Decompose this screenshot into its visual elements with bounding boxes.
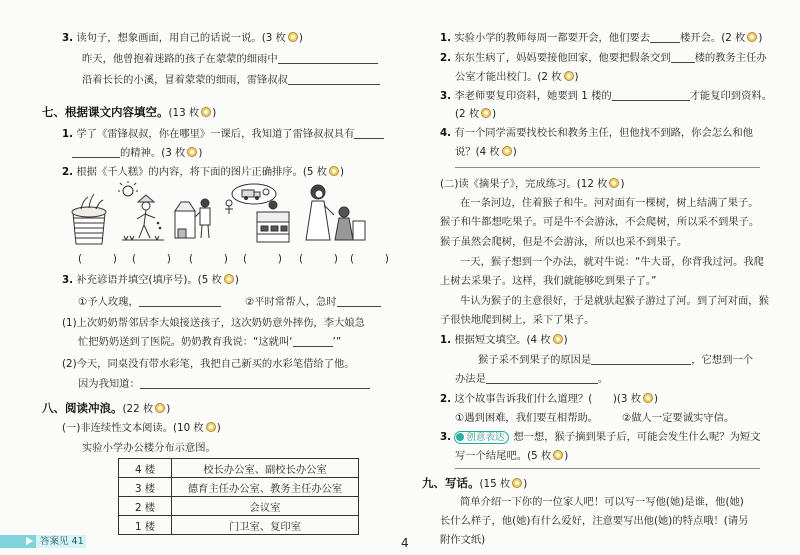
coin-icon [187,147,197,157]
section-title: 七、根据课文内容填空。 [42,105,169,119]
answer-slot: ( ) [299,253,338,265]
section-7-question-1-cont [72,146,202,160]
page-number: 4 [401,536,409,550]
office-floor-table [118,458,359,535]
question-text: 说？ [455,146,476,158]
mother-daughter-illustration [306,185,365,240]
table-row [119,478,359,497]
passage-line: 在一条河边，住着猴子和牛。河对面有一棵树，树上结满了果子。 [460,197,759,209]
caption-text: 实验小学办公楼分布示意图。 [82,442,216,454]
item-text: 因为我知道： [78,378,140,390]
cake-shop-illustration [257,201,289,242]
writing-prompt-line: 简单介绍一下你的一位家人吧！可以写一写他(她)是谁，他(她) [460,496,744,508]
passage-question-3-cont [455,449,568,463]
sentence-text: 沿着长长的小溪，冒着蒙蒙的细雨，雷锋叔叔 [82,74,288,86]
answer-blank [72,146,120,158]
floor-cell: 3 楼 [119,478,172,497]
floor-plan-caption [82,441,216,455]
passage-question-1-line-1 [478,353,753,367]
thousand-people-cake-illustrations [62,181,372,247]
answer-blank [293,335,333,347]
question-number: 4. [440,127,452,139]
farmer-illustration [118,181,164,240]
question-text: 这个故事告诉我们什么道理？ [454,393,589,405]
question-text: 楼的教务主任办 [694,52,767,64]
question-number: 1. [440,32,452,44]
score: (5 枚 [302,166,328,178]
score: (12 枚 [576,178,608,190]
question-number: 3. [62,32,74,44]
answer-blank [650,31,680,43]
score-close: ) [492,108,497,120]
item-text: (1)上次奶奶帮邻居李大娘接送孩子，这次奶奶意外摔伤，李大娘急 [62,317,365,329]
passage-line: 上树去采果子。这样，我们就能够吃到果子了。” [440,275,657,287]
floor-question-2 [440,51,767,65]
option-2: ②做人一定要诚实守信。 [622,412,735,424]
answer-reference-tab [0,535,86,548]
creative-expression-badge [454,431,509,444]
table-row [119,516,359,535]
question-number: 3. [440,431,452,443]
question-text: 写一个结尾吧。 [455,450,528,462]
score: (2 枚 [721,32,746,44]
passage-question-2 [440,392,658,406]
answer-slot: ( ) [78,253,117,265]
question-text: 东东生病了，妈妈要接他回家，他要把假条交到 [454,52,671,64]
floor-question-2-cont [455,70,579,84]
coin-icon [224,274,234,284]
answer-slot: ( ) [189,253,228,265]
rice-basket-illustration [72,194,106,244]
score-close: ) [758,32,763,44]
item-text-end: ’” [332,336,342,348]
question-number: 2. [440,393,452,405]
passage-line: 猴子虽然会爬树，但是不会游泳，所以也采不到果子。 [440,236,688,248]
answer-line [455,468,760,469]
part-title: (二)读《摘果子》，完成练习。 [440,178,577,190]
section-7-heading [42,105,216,120]
proverb-item-2-line-1 [62,357,355,371]
coin-icon [747,32,757,42]
score-close: ) [512,146,517,158]
arrow-right-icon [26,537,33,545]
question-text: ，它想到一个 [691,354,754,366]
score-close: ) [340,166,345,178]
floor-question-3-score [455,107,496,121]
badge-label: 创意表达 [466,432,505,443]
score: (13 枚 [168,107,200,119]
score-close: ) [216,422,221,434]
table-row [119,459,359,478]
question-text: 实验小学的教师每周一都要开会，他们要去 [454,32,650,44]
rooms-cell: 德育主任办公室、教务主任办公室 [172,478,359,497]
answer-blank [671,51,695,63]
answer-blank [486,372,598,384]
question-text: 读句子，想象画面，用自己的话说一说。 [76,32,262,44]
floor-question-1 [440,31,762,45]
sentence-line-2 [82,73,380,87]
score: (22 枚 [122,403,154,415]
question-number: 1. [62,128,74,140]
proverb-item-2-line-2 [78,377,370,391]
answer-blank [139,295,221,307]
score: (3 枚 [616,393,641,405]
floor-question-3 [440,89,772,103]
score-close: ) [166,403,171,415]
floor-cell: 4 楼 [119,459,172,478]
answer-blank [612,89,690,101]
floor-cell: 2 楼 [119,497,172,516]
score-close: ) [620,178,625,190]
passage-line: 猴子和牛都想吃果子。可是牛不会游泳，不会爬树，所以采不到果子。 [440,216,760,228]
score-close: ) [564,450,569,462]
rooms-cell: 会议室 [172,497,359,516]
section-title: 八、阅读冲浪。 [42,401,123,415]
coin-icon [481,108,491,118]
answer-blank [278,52,378,64]
coin-icon [564,71,574,81]
rooms-cell: 门卫室、复印室 [172,516,359,535]
passage-question-1 [440,333,568,347]
passage-line: 牛认为猴子的主意很好，于是就驮起猴子游过了河。到了河对面，猴 [460,295,769,307]
question-text: 李老师要复印资料，她要到 1 楼的 [454,90,612,102]
proverb-1 [78,295,221,309]
coin-icon [201,107,211,117]
question-text: 学了《雷锋叔叔，你在哪里》一课后，我知道了雷锋叔叔具有 [76,128,355,140]
item-text: (2)今天，同桌没有带水彩笔，我把自己新买的水彩笔借给了他。 [62,358,355,370]
question-text: 根据《千人糕》的内容，将下面的图片正确排序。 [76,166,303,178]
section-8-heading [42,401,170,416]
score: (4 枚 [526,334,551,346]
proverb-item-1-line-1 [62,316,365,330]
score: (10 枚 [173,422,204,434]
coin-icon [329,166,339,176]
answer-blank [140,377,370,389]
section-7-question-3 [62,273,239,287]
writing-prompt-line: 长什么样子，他(她)有什么爱好，注意要写出他(她)的特点哦！(请另 [440,515,749,527]
question-text: 想一想，猴子摘到果子后，可能会发生什么呢？为短文 [513,431,761,443]
coin-icon [512,478,522,488]
score-close: ) [234,274,239,286]
score: (15 枚 [479,478,511,490]
score: (3 枚 [261,32,286,44]
score-close: ) [212,107,217,119]
score: (5 枚 [197,274,222,286]
question-number: 1. [440,334,452,346]
question-text: 公室才能出校门。 [455,71,538,83]
score-close: ) [574,71,579,83]
reading-question-3 [62,31,303,45]
coin-icon [288,32,298,42]
answer-blank [354,127,384,139]
coin-icon [643,393,653,403]
part-1-heading [62,421,221,435]
question-text: 办法是 [455,373,486,385]
answer-slot: ( ) [132,253,171,265]
score-close: ) [298,32,303,44]
question-text: 根据短文填空。 [454,334,527,346]
question-text: 。 [597,373,609,385]
question-text: 楼开会。 [680,32,722,44]
proverb-text: ②平时常帮人，急时 [245,296,337,308]
part-title: (一)非连续性文本阅读。 [62,422,174,434]
passage-question-3 [440,430,761,444]
question-text: 才能复印到资料。 [689,90,772,102]
floor-cell: 1 楼 [119,516,172,535]
score: (2 枚 [455,108,480,120]
score: (3 枚 [161,147,186,159]
question-text: 有一个同学需要找校长和教务主任，但他找不到路，你会怎么和他 [454,127,753,139]
part-2-heading [440,177,624,191]
answer-slot: ( ) [588,393,617,405]
proverb-text: ①予人玫瑰， [78,296,139,308]
delivery-illustration [225,184,276,214]
proverb-2 [245,295,381,309]
score: (5 枚 [527,450,552,462]
answer-blank [288,73,380,85]
proverb-item-1-line-2 [78,335,341,349]
passage-question-1-line-2 [455,372,608,386]
passage-line: 子很快地爬到树上，采下了果子。 [440,314,595,326]
answer-blank [337,295,381,307]
coin-icon [553,450,563,460]
option-1: ①遇到困难，我们要互相帮助。 [455,412,599,424]
mill-worker-illustration [175,199,210,238]
sentence-line-1 [82,52,378,66]
passage-line: 一天，猴子想到一个办法，就对牛说：“牛大哥，你背我过河。我爬 [460,256,764,268]
section-title: 九、写话。 [422,476,480,490]
score-close: ) [654,393,659,405]
score: (2 枚 [537,71,562,83]
check-circle-icon [456,433,464,441]
question-number: 3. [440,90,452,102]
score-close: ) [523,478,528,490]
answer-slot: ( ) [350,253,389,265]
sentence-text: 昨天，他曾抱着迷路的孩子在蒙蒙的细雨中 [82,53,278,65]
question-text: 的精神。 [120,147,162,159]
question-number: 2. [440,52,452,64]
question-number: 3. [62,274,74,286]
answer-line [455,167,760,168]
table-row [119,497,359,516]
question-text: 猴子采不到果子的原因是 [478,354,592,366]
score-close: ) [198,147,203,159]
floor-question-4 [440,126,753,140]
coin-icon [609,178,619,188]
section-7-question-2 [62,165,344,179]
answer-reference: 答案见 41 [40,536,84,547]
rooms-cell: 校长办公室、副校长办公室 [172,459,359,478]
floor-question-4-cont [455,145,517,159]
coin-icon [206,422,216,432]
question-number: 2. [62,166,74,178]
question-text: 补充谚语并填空(填序号)。 [76,274,198,286]
coin-icon [155,403,165,413]
score-close: ) [563,334,568,346]
coin-icon [553,334,563,344]
section-7-question-1 [62,127,384,141]
item-text: 忙把奶奶送到了医院。奶奶教育我说：“这就叫‘ [78,336,293,348]
answer-slot: ( ) [243,253,282,265]
score: (4 枚 [475,146,500,158]
writing-prompt-line: 附作文纸) [440,534,486,546]
coin-icon [502,146,512,156]
section-9-heading [422,476,527,491]
answer-blank [591,353,691,365]
